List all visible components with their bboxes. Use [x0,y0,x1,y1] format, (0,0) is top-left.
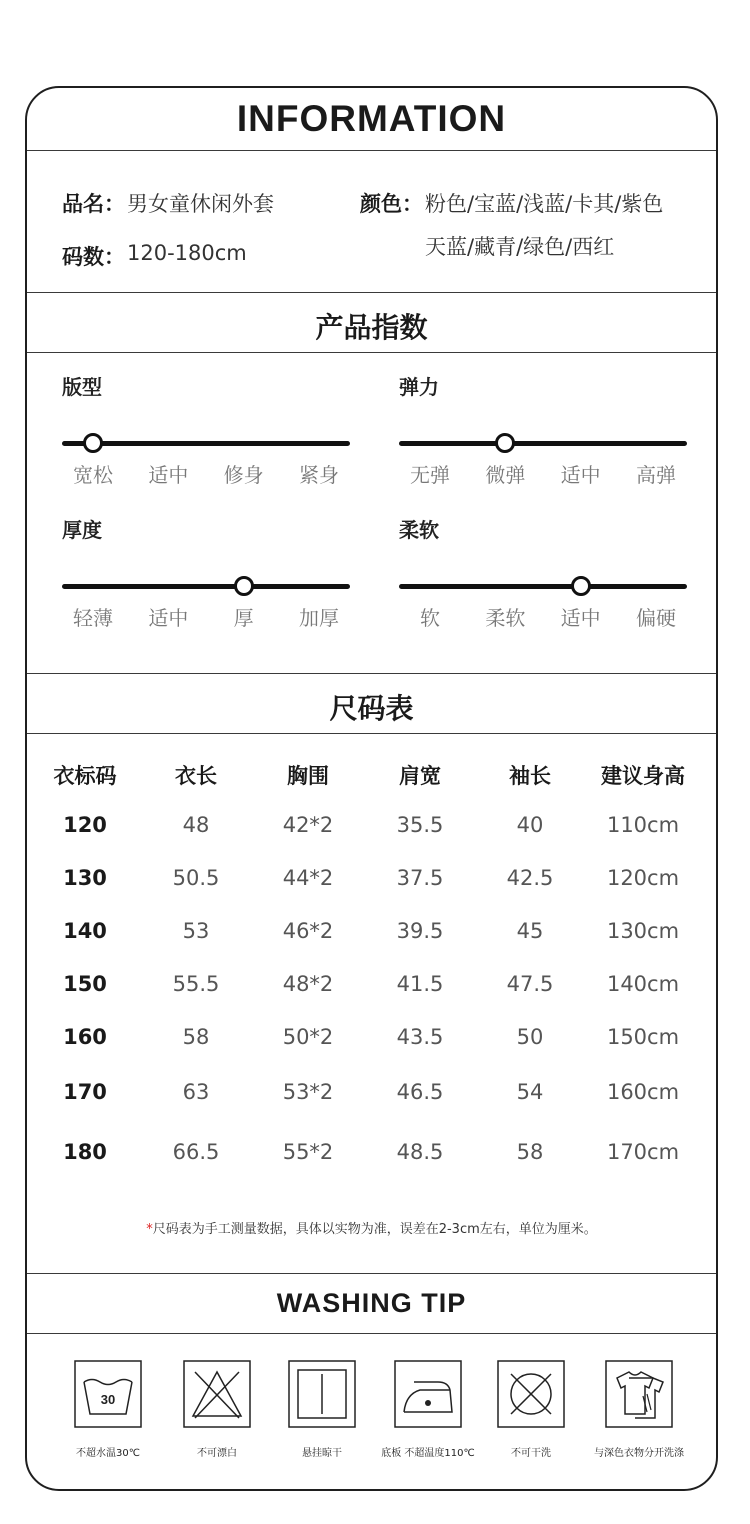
size-value: 120-180cm [127,241,247,265]
divider [27,150,716,151]
color-label: 颜色： [360,192,423,216]
metric-option-label: 高弹 [636,463,676,487]
table-cell: 54 [516,1080,544,1104]
metric-option-label: 适中 [148,463,189,487]
table-cell: 120cm [606,866,680,890]
metric-slider-track [62,584,350,589]
table-cell: 41.5 [396,972,444,996]
table-cell: 140cm [606,972,680,996]
wash-30-icon [74,1360,142,1428]
metrics-title: 产品指数 [315,311,428,344]
wash-temp-text: 30 [100,1392,116,1407]
table-size-cell: 150 [63,972,107,996]
table-cell: 48 [182,813,210,837]
metric-option-label: 紧身 [299,463,339,487]
table-cell: 63 [182,1080,210,1104]
name-value: 男女童休闲外套 [127,192,274,216]
table-size-cell: 120 [63,813,107,837]
table-cell: 48.5 [396,1140,444,1164]
size-table-note [27,1218,716,1237]
table-cell: 150cm [606,1025,680,1049]
metric-slider-knob [234,576,254,596]
metric-option-label: 轻薄 [73,606,113,630]
color-value-line1: 粉色/宝蓝/浅蓝/卡其/紫色 [425,192,664,216]
table-size-cell: 140 [63,919,107,943]
no-bleach-icon [183,1360,251,1428]
table-header-cell: 胸围 [287,764,329,788]
table-cell: 170cm [606,1140,680,1164]
table-cell: 42.5 [506,866,554,890]
metric-option-label: 适中 [560,463,601,487]
table-cell: 66.5 [172,1140,220,1164]
table-header-cell: 袖长 [509,764,551,788]
table-cell: 46*2 [282,919,334,943]
metric-option-label: 偏硬 [636,606,676,630]
wash-tip-label: 不可漂白 [197,1448,237,1459]
divider [27,292,716,293]
metric-option-label: 无弹 [410,463,450,487]
table-cell: 37.5 [396,866,444,890]
note-star: * [146,1222,153,1237]
table-cell: 110cm [606,813,680,837]
hang-dry-icon [288,1360,356,1428]
name-label: 品名： [62,192,125,216]
table-cell: 55.5 [172,972,220,996]
wash-tip-label: 不超水温30℃ [76,1448,140,1459]
table-cell: 50*2 [282,1025,334,1049]
iron-low-icon [394,1360,462,1428]
wash-tip-label: 悬挂晾干 [302,1448,342,1459]
table-cell: 45 [516,919,544,943]
metric-slider-track [399,584,687,589]
information-title: INFORMATION [236,98,507,139]
metric-title: 弹力 [399,375,439,399]
metric-slider-knob [571,576,591,596]
metric-option-label: 适中 [560,606,601,630]
table-header-cell: 建议身高 [601,764,685,788]
table-cell: 46.5 [396,1080,444,1104]
divider [27,1273,716,1274]
metric-option-label: 修身 [223,463,264,487]
metric-slider-knob [495,433,515,453]
table-size-cell: 130 [63,866,107,890]
wash-separately-icon [605,1360,673,1428]
divider [27,1333,716,1334]
metric-title: 柔软 [399,518,439,542]
table-cell: 55*2 [282,1140,334,1164]
metric-option-label: 微弹 [485,463,526,487]
metric-option-label: 厚 [233,606,254,630]
metric-title: 版型 [62,375,102,399]
wash-tip-label: 不可干洗 [511,1448,551,1459]
table-cell: 50.5 [172,866,220,890]
note-text: 尺码表为手工测量数据，具体以实物为准，误差在2-3cm左右，单位为厘米。 [152,1222,597,1237]
metric-slider-knob [83,433,103,453]
table-header-cell: 肩宽 [399,764,441,788]
metric-slider-track [399,441,687,446]
size-label: 码数： [62,245,125,269]
divider [27,352,716,353]
table-header-cell: 衣长 [175,764,217,788]
metric-option-label: 宽松 [73,463,113,487]
table-cell: 40 [516,813,544,837]
metric-option-label: 柔软 [485,606,526,630]
washing-title: WASHING TIP [276,1288,467,1318]
table-cell: 39.5 [396,919,444,943]
table-cell: 130cm [606,919,680,943]
color-value-line2: 天蓝/藏青/绿色/西红 [425,235,615,259]
no-dry-clean-icon [497,1360,565,1428]
table-cell: 50 [516,1025,544,1049]
table-cell: 160cm [606,1080,680,1104]
info-card [25,86,718,1491]
size-table-title: 尺码表 [329,692,414,725]
divider [27,733,716,734]
table-cell: 43.5 [396,1025,444,1049]
metric-option-label: 软 [420,606,440,630]
metric-title: 厚度 [62,518,102,542]
table-cell: 47.5 [506,972,554,996]
table-cell: 53*2 [282,1080,334,1104]
table-size-cell: 160 [63,1025,107,1049]
table-cell: 53 [182,919,210,943]
table-cell: 58 [516,1140,544,1164]
table-cell: 44*2 [282,866,334,890]
divider [27,673,716,674]
table-cell: 42*2 [282,813,334,837]
table-cell: 58 [182,1025,210,1049]
metric-slider-track [62,441,350,446]
metric-option-label: 适中 [148,606,189,630]
wash-tip-label: 与深色衣物分开洗涤 [594,1448,684,1459]
table-size-cell: 170 [63,1080,107,1104]
wash-tip-label: 底板 不超温度110℃ [381,1448,475,1459]
metric-option-label: 加厚 [299,606,339,630]
table-size-cell: 180 [63,1140,107,1164]
table-header-cell: 衣标码 [53,764,117,788]
table-cell: 48*2 [282,972,334,996]
table-cell: 35.5 [396,813,444,837]
